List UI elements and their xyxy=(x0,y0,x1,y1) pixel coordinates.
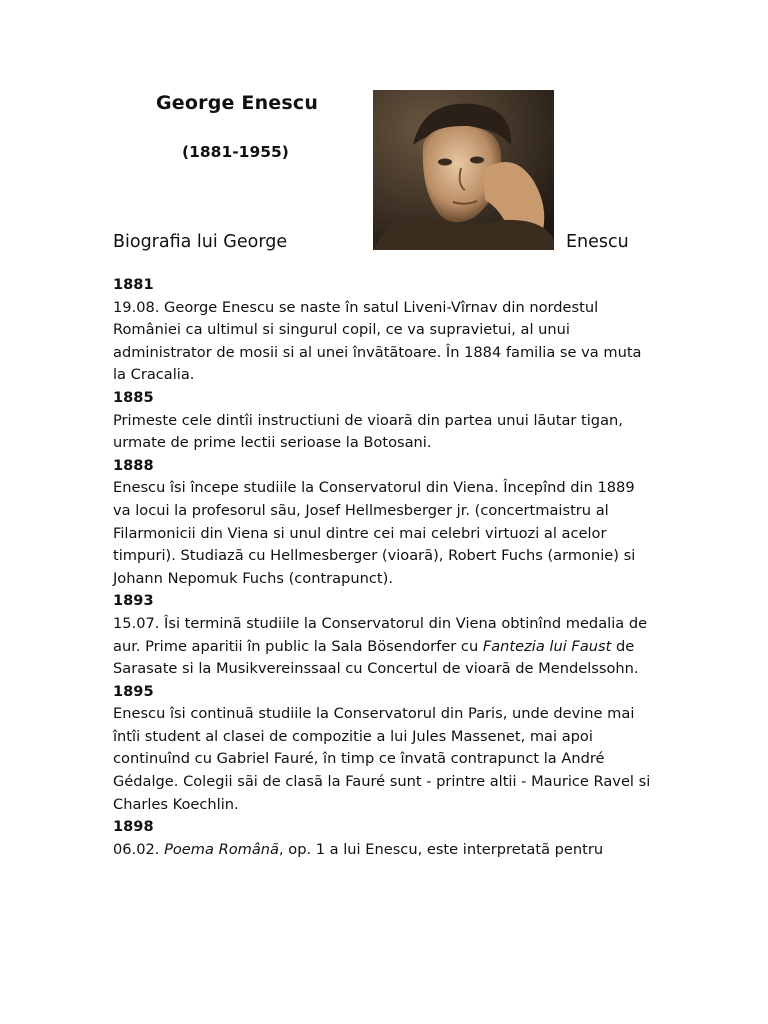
subtitle-biography-right: Enescu xyxy=(566,232,629,252)
year-heading: 1881 xyxy=(113,276,154,293)
entry-text xyxy=(113,613,653,681)
portrait-photo-icon xyxy=(373,90,554,250)
work-title: Poema Românã xyxy=(164,840,279,858)
year-heading: 1885 xyxy=(113,388,154,406)
entry-text: Enescu îsi începe studiile la Conservatorul din Viena. Începînd din 1889 va locui la profesorul sãu, Josef Hellmesberger jr. (concertmaistru al Filarmonicii din Viena si unul dintre cei mai celebri virtuozi al acelor timpuri). Studiazã cu Hellmesberger (vioarã), Robert Fuchs (armonie) si Johann Nepomuk Fuchs (contrapunct). xyxy=(113,479,636,587)
entry-text-part: , op. 1 a lui Enescu, este interpretatã pentru xyxy=(279,840,604,858)
year-heading: 1895 xyxy=(113,682,154,700)
subtitle-biography-left: Biografia lui George xyxy=(113,232,288,252)
year-heading: 1898 xyxy=(113,818,154,836)
year-heading: 1893 xyxy=(113,592,154,610)
page-title: George Enescu xyxy=(156,92,319,114)
life-years: (1881-1955) xyxy=(182,143,289,161)
entry-text: 19.08. George Enescu se naste în satul Liveni-Vîrnav din nordestul României ca ultimul si singurul copil, ce va supravietui, al unui administrator de mosii si al unei învãtãtoare. În 1884 familia se va muta la Cracalia. xyxy=(113,298,642,384)
year-heading: 1888 xyxy=(113,456,154,474)
entry-text xyxy=(113,839,653,862)
work-title: Fantezia lui Faust xyxy=(482,637,612,655)
entry-text-part: 15.07. Îsi terminã studiile la Conservatorul din Viena obtinînd medalia de aur. Prime aparitii în public la Sala Bösendorfer cu xyxy=(113,614,648,655)
entry-text: Enescu îsi continuã studiile la Conservatorul din Paris, unde devine mai întîi student al clasei de compozitie a lui Jules Massenet, mai apoi continuînd cu Gabriel Fauré, în timp ce învatã contrapunct la André Gédalge. Colegii sãi de clasã la Fauré sunt - printre altii - Maurice Ravel si Charles Koechlin. xyxy=(113,705,651,813)
entry-text-part: de Sarasate si la Musikvereinssaal cu Concertul de vioarã de Mendelssohn. xyxy=(113,637,639,678)
biography-content xyxy=(113,274,653,861)
entry-text-part: 06.02. xyxy=(113,840,165,858)
entry-text: Primeste cele dintîi instructiuni de vioarã din partea unui lãutar tigan, urmate de prime lectii serioase la Botosani. xyxy=(113,411,623,452)
